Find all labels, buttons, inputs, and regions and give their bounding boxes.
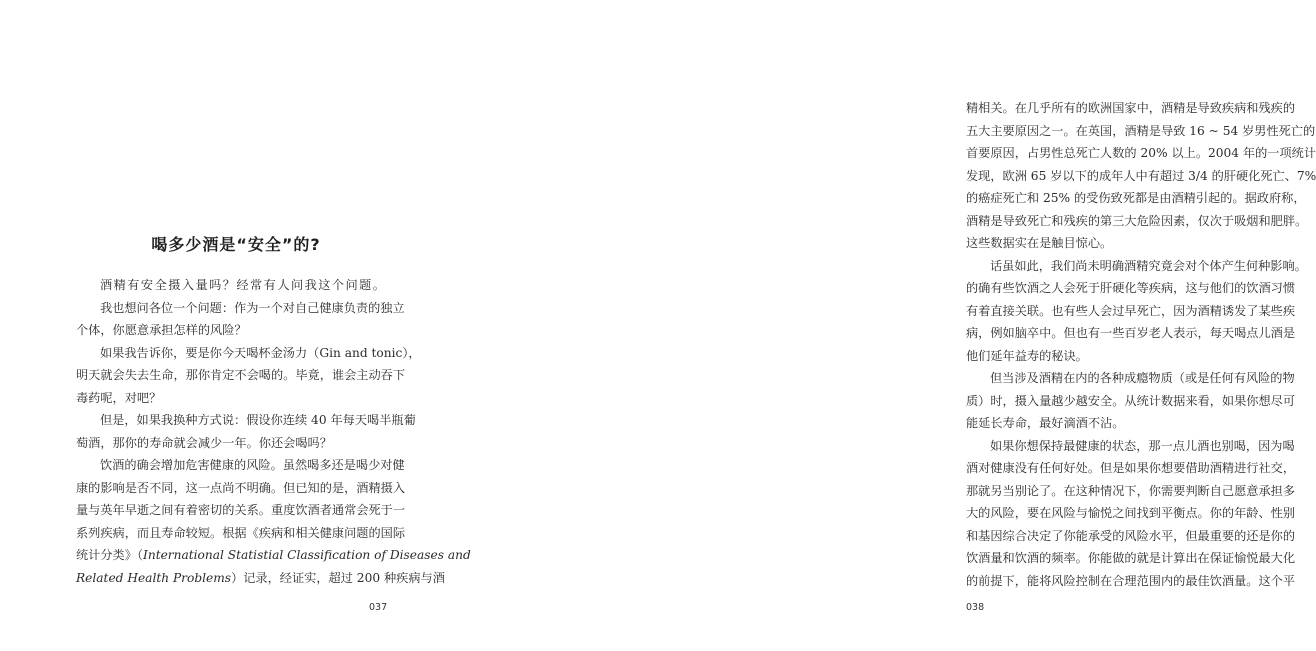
text-line: 萄酒，那你的寿命就会减少一年。你还会喝吗？ [76,435,332,450]
text-line: 和基因综合决定了你能承受的风险水平，但最重要的还是你的 [966,528,1296,543]
text-line-italic: Related Health Problems）记录，经证实，超过 200 种疾病与酒 [76,570,445,585]
text-line: 如果我告诉你，要是你今天喝杯金汤力（Gin and tonic）， [100,345,421,360]
right-page [450,0,1316,651]
text-line: 的癌症死亡和 25% 的受伤致死都是由酒精引起的。据政府称， [966,191,1306,205]
text-line: 如果你想保持最健康的状态，那一点儿酒也别喝，因为喝 [990,438,1295,453]
text-line: 系列疾病，而且寿命较短。根据《疾病和相关健康问题的国际 [76,525,406,540]
text-line: 康的影响是否不同，这一点尚不明确。但已知的是，酒精摄入 [76,480,406,495]
text-line: 质）时，摄入量越少越安全。从统计数据来看，如果你想尽可 [966,393,1296,408]
text-line: 的确有些饮酒之人会死于肝硬化等疾病，这与他们的饮酒习惯 [966,281,1296,295]
text-line: 大的风险，要在风险与愉悦之间找到平衡点。你的年龄、性别 [966,506,1296,520]
text-line: 饮酒量和饮酒的频率。你能做的就是计算出在保证愉悦最大化 [966,551,1296,565]
text-line: 饮酒的确会增加危害健康的风险。虽然喝多还是喝少对健 [100,458,405,472]
left-page-body [76,274,471,589]
left-page [0,0,471,651]
page-number: 038 [966,602,985,613]
text-line: 有着直接关联。也有些人会过早死亡，因为酒精诱发了某些疾 [966,303,1296,318]
text-line: 个体，你愿意承担怎样的风险？ [76,323,247,337]
right-page-body [966,97,1316,592]
text-line-italic: 统计分类》（International Statistial Classification of Diseases and [76,548,471,562]
text-line: 我也想问各位一个问题：作为一个对自己健康负责的独立 [100,300,405,315]
text-line: 但是，如果我换种方式说：假设你连续 40 年每天喝半瓶葡 [100,413,416,427]
text-line: 毒药呢，对吧？ [76,390,162,405]
text-line: 精相关。在几乎所有的欧洲国家中，酒精是导致疾病和残疾的 [966,101,1296,115]
text-line: 的前提下，能将风险控制在合理范围内的最佳饮酒量。这个平 [966,573,1296,588]
text-line: 酒精是导致死亡和残疾的第三大危险因素，仅次于吸烟和肥胖。 [966,213,1308,228]
text-line: 这些数据实在是触目惊心。 [966,236,1113,250]
text-line: 能延长寿命，最好滴酒不沾。 [966,416,1125,430]
text-line: 病，例如脑卒中。但也有一些百岁老人表示，每天喝点儿酒是 [966,326,1296,340]
chapter-heading: 喝多少酒是“安全”的? [151,235,321,254]
text-line: 首要原因，占男性总死亡人数的 20% 以上。2004 年的一项统计 [966,146,1316,160]
text-line: 话虽如此，我们尚未明确酒精究竟会对个体产生何种影响。 [990,258,1307,273]
text-line: 发现，欧洲 65 岁以下的成年人中有超过 3/4 的肝硬化死亡、7% [966,168,1316,183]
text-line: 酒精有安全摄入量吗？经常有人问我这个问题。 [100,278,385,292]
text-line: 五大主要原因之一。在英国，酒精是导致 16 ~ 54 岁男性死亡的 [966,123,1316,138]
text-line: 那就另当别论了。在这种情况下，你需要判断自己愿意承担多 [966,483,1296,498]
text-line: 但当涉及酒精在内的各种成瘾物质（或是任何有风险的物 [990,371,1295,385]
text-line: 他们延年益寿的秘诀。 [966,348,1088,363]
text-line: 明天就会失去生命，那你肯定不会喝的。毕竟，谁会主动吞下 [76,368,406,382]
page-number: 037 [369,602,388,613]
text-line: 量与英年早逝之间有着密切的关系。重度饮酒者通常会死于一 [76,503,406,517]
text-line: 酒对健康没有任何好处。但是如果你想要借助酒精进行社交， [966,461,1296,475]
